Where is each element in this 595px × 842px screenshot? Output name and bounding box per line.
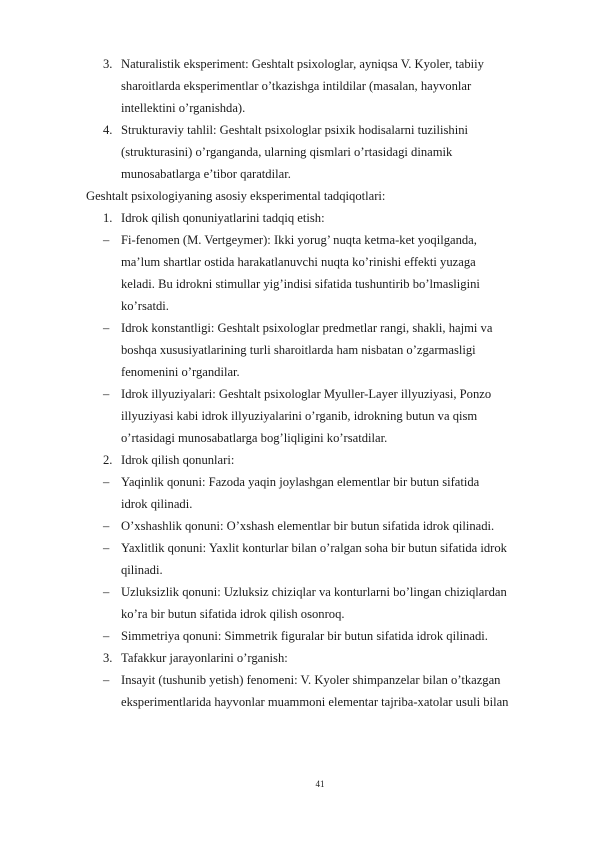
list-item-line: illyuziyasi kabi idrok illyuziyalarini o’rganib, idrokning butun va qism bbox=[121, 409, 478, 423]
list-item-line: ko’ra bir butun sifatida idrok qilish osonroq. bbox=[121, 607, 345, 621]
list-item-line: munosabatlarga e’tibor qaratdilar. bbox=[121, 167, 291, 181]
list-item-line: boshqa xususiyatlarining turli sharoitlarda ham nisbatan o’zgarmasligi bbox=[121, 343, 476, 357]
list-item-line: ma’lum shartlar ostida harakatlanuvchi nuqta ko’rinishi effekti yuzaga bbox=[121, 255, 476, 269]
list-item-line: fenomenini o’rgandilar. bbox=[121, 365, 240, 379]
list-marker: 1. bbox=[103, 211, 113, 225]
list-item-line: o’rtasidagi munosabatlarga bog’liqligini ko’rsatdilar. bbox=[121, 431, 388, 445]
list-item-line: intellektini o’rganishda). bbox=[121, 101, 246, 115]
list-item-line: Uzluksizlik qonuni: Uzluksiz chiziqlar va konturlarni bo’lingan chiziqlardan bbox=[121, 585, 507, 599]
list-item-line: Yaqinlik qonuni: Fazoda yaqin joylashgan elementlar bir butun sifatida bbox=[121, 475, 480, 489]
list-item-line: Fi-fenomen (M. Vertgeymer): Ikki yorug’ nuqta ketma-ket yoqilganda, bbox=[121, 233, 477, 247]
list-marker: 2. bbox=[103, 453, 113, 467]
list-item-line: Yaxlitlik qonuni: Yaxlit konturlar bilan o’ralgan soha bir butun sifatida idrok bbox=[121, 541, 507, 555]
list-item-line: sharoitlarda eksperimentlar o’tkazishga intildilar (masalan, hayvonlar bbox=[121, 79, 472, 93]
list-marker: 3. bbox=[103, 651, 113, 665]
list-marker: – bbox=[103, 519, 110, 533]
list-item-line: Idrok qilish qonunlari: bbox=[121, 453, 235, 467]
list-item-line: Tafakkur jarayonlarini o’rganish: bbox=[121, 651, 288, 665]
list-item-line: Idrok illyuziyalari: Geshtalt psixologlar Myuller-Layer illyuziyasi, Ponzo bbox=[121, 387, 492, 401]
list-item-line: (strukturasini) o’rganganda, ularning qismlari o’rtasidagi dinamik bbox=[121, 145, 453, 159]
list-item-line: Simmetriya qonuni: Simmetrik figuralar bir butun sifatida idrok qilinadi. bbox=[121, 629, 488, 643]
list-item-line: Idrok konstantligi: Geshtalt psixologlar predmetlar rangi, shakli, hajmi va bbox=[121, 321, 493, 335]
list-item-line: Strukturaviy tahlil: Geshtalt psixologlar psixik hodisalarni tuzilishini bbox=[121, 123, 468, 137]
list-marker: – bbox=[103, 475, 110, 489]
list-item-line: eksperimentlarida hayvonlar muammoni elementar tajriba-xatolar usuli bilan bbox=[121, 695, 509, 709]
list-marker: – bbox=[103, 541, 110, 555]
list-marker: 3. bbox=[103, 57, 113, 71]
list-item-line: Idrok qilish qonuniyatlarini tadqiq etish: bbox=[121, 211, 325, 225]
list-item-line: O’xshashlik qonuni: O’xshash elementlar bir butun sifatida idrok qilinadi. bbox=[121, 519, 495, 533]
list-marker: 4. bbox=[103, 123, 113, 137]
list-item-line: ko’rsatdi. bbox=[121, 299, 169, 313]
list-marker: – bbox=[103, 387, 110, 401]
list-item-line: idrok qilinadi. bbox=[121, 497, 193, 511]
list-marker: – bbox=[103, 585, 110, 599]
list-item-line: qilinadi. bbox=[121, 563, 163, 577]
list-item-line: Insayit (tushunib yetish) fenomeni: V. Kyoler shimpanzelar bilan o’tkazgan bbox=[121, 673, 501, 687]
list-marker: – bbox=[103, 321, 110, 335]
list-marker: – bbox=[103, 673, 110, 687]
list-marker: – bbox=[103, 629, 110, 643]
list-item-line: keladi. Bu idrokni stimullar yig’indisi sifatida tushuntirib bo’lmasligini bbox=[121, 277, 480, 291]
list-marker: – bbox=[103, 233, 110, 247]
list-item-line: Naturalistik eksperiment: Geshtalt psixologlar, ayniqsa V. Kyoler, tabiiy bbox=[121, 57, 484, 71]
section-heading-line: Geshtalt psixologiyaning asosiy eksperimental tadqiqotlari: bbox=[86, 189, 386, 203]
page-number: 41 bbox=[315, 779, 325, 789]
